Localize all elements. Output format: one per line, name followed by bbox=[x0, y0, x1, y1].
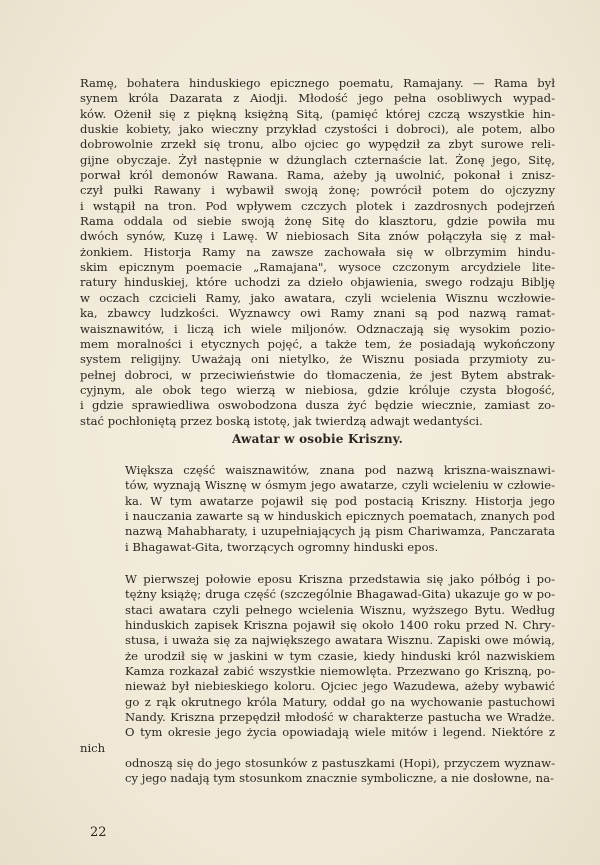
text-line: staci awatara czyli pełnego wcielenia Wisznu, wyższego Bytu. Według bbox=[125, 602, 555, 617]
text-line: dwóch synów, Kuzę i Lawę. W niebiosach Sita znów połączyła się z mał- bbox=[80, 229, 555, 244]
text-line: ków. Ożenił się z piękną księżną Sitą, (pamięć której czczą wszystkie hin- bbox=[80, 106, 555, 121]
text-line: hinduskich zapisek Kriszna pojawił się około 1400 roku przed N. Chry- bbox=[125, 618, 555, 633]
text-line: go z rąk okrutnego króla Matury, oddał go na wychowanie pastuchowi bbox=[125, 694, 555, 709]
text-line: odnoszą się do jego stosunków z pastuszkami (Hopi), przyczem wyznaw- bbox=[125, 756, 555, 771]
paragraph-kriszna-intro bbox=[80, 463, 555, 555]
section-heading: Awatar w osobie Kriszny. bbox=[232, 432, 403, 446]
text-line: tów, wyznają Wisznę w ósmym jego awatarze, czyli wcieleniu w człowie- bbox=[125, 478, 555, 493]
text-line: ratury hinduskiej, które uchodzi za dzieło objawienia, swego rodzaju Biblję bbox=[80, 275, 555, 290]
paragraph-rama bbox=[80, 76, 555, 429]
paragraph-kriszna-epos bbox=[80, 572, 555, 787]
text-line: W pierwszej połowie eposu Kriszna przedstawia się jako półbóg i po- bbox=[125, 572, 555, 586]
text-line: system religijny. Uważają oni nietylko, że Wisznu posiada przymioty zu- bbox=[80, 352, 555, 367]
text-line: stusa, i uważa się za największego awatara Wisznu. Zapiski owe mówią, bbox=[125, 633, 555, 648]
text-line: dobrowolnie zrzekł się tronu, albo ojciec go wypędził za zbyt surowe reli- bbox=[80, 137, 555, 152]
text-line: O tym okresie jego życia opowiadają wiele mitów i legend. Niektóre z nich bbox=[80, 725, 555, 755]
text-line: pełnej dobroci, w przeciwieństwie do tłomaczenia, że jest Bytem abstrak- bbox=[80, 367, 555, 382]
text-line: Rama oddala od siebie swoją żonę Sitę do klasztoru, gdzie powiła mu bbox=[80, 214, 555, 229]
text-line: porwał król demonów Rawana. Rama, ażeby ją uwolnić, pokonał i znisz- bbox=[80, 168, 555, 183]
text-line: mem moralności i etycznych pojęć, a także tem, że posiadają wykończony bbox=[80, 336, 555, 351]
text-line: synem króla Dazarata z Aiodji. Młodość jego pełna osobliwych wypad- bbox=[80, 91, 555, 106]
text-line: skim epicznym poemacie „Ramajana", wysoce czczonym arcydziele lite- bbox=[80, 260, 555, 275]
text-line: że urodził się w jaskini w tym czasie, kiedy hinduski król nazwiskiem bbox=[125, 648, 555, 663]
text-line: żonkiem. Historja Ramy na zawsze zachowała się w olbrzymim hindu- bbox=[80, 244, 555, 259]
text-line: cyjnym, ale obok tego wierzą w niebiosa, gdzie króluje czysta błogość, bbox=[80, 382, 555, 397]
text-line: i wstąpił na tron. Pod wpływem czczych plotek i zazdrosnych podejrzeń bbox=[80, 198, 555, 213]
text-line: ka. W tym awatarze pojawił się pod postacią Kriszny. Historja jego bbox=[125, 493, 555, 508]
text-line: nieważ był niebieskiego koloru. Ojciec jego Wazudewa, ażeby wybawić bbox=[125, 679, 555, 694]
text-line: waisznawitów, i liczą ich wiele miljonów. Odznaczają się wysokim pozio- bbox=[80, 321, 555, 336]
text-line: nazwą Mahabharaty, i uzupełniających ją pism Chariwamza, Panczarata bbox=[125, 524, 555, 539]
text-line: Większa część waisznawitów, znana pod nazwą kriszna-waisznawi- bbox=[125, 463, 555, 477]
text-line: tężny książę; druga część (szczególnie Bhagawad-Gita) ukazuje go w po- bbox=[125, 587, 555, 602]
text-line: i gdzie sprawiedliwa oswobodzona dusza żyć będzie wiecznie, zamiast zo- bbox=[80, 398, 555, 413]
text-line: cy jego nadają tym stosunkom znacznie symboliczne, a nie dosłowne, na- bbox=[125, 771, 554, 786]
text-line: w oczach czcicieli Ramy, jako awatara, czyli wcielenia Wisznu wczłowie- bbox=[80, 290, 555, 305]
text-line: i Bhagawat-Gita, tworzących ogromny hinduski epos. bbox=[125, 539, 439, 554]
text-line: Nandy. Kriszna przepędził młodość w charakterze pastucha we Wradże. bbox=[125, 710, 555, 725]
text-line: gijne obyczaje. Żył następnie w dżunglach czternaście lat. Żonę jego, Sitę, bbox=[80, 152, 555, 167]
text-line: ka, zbawcy ludzkości. Wyznawcy owi Ramy znani są pod nazwą ramat- bbox=[80, 306, 555, 321]
text-line: czył pułki Rawany i wybawił swoją żonę; powrócił potem do ojczyzny bbox=[80, 183, 555, 198]
text-line: stać pochłoniętą przez boską istotę, jak twierdzą adwajt wedantyści. bbox=[80, 413, 483, 428]
text-line: Ramę, bohatera hinduskiego epicznego poematu, Ramajany. — Rama był bbox=[80, 76, 555, 90]
text-line: Kamza rozkazał zabić wszystkie niemowlęta. Przezwano go Kriszną, po- bbox=[125, 664, 555, 679]
page-number: 22 bbox=[90, 825, 107, 840]
text-line: duskie kobiety, jako wieczny przykład czystości i dobroci), ale potem, albo bbox=[80, 122, 555, 137]
text-line: i nauczania zawarte są w hinduskich epicznych poematach, znanych pod bbox=[125, 509, 555, 524]
